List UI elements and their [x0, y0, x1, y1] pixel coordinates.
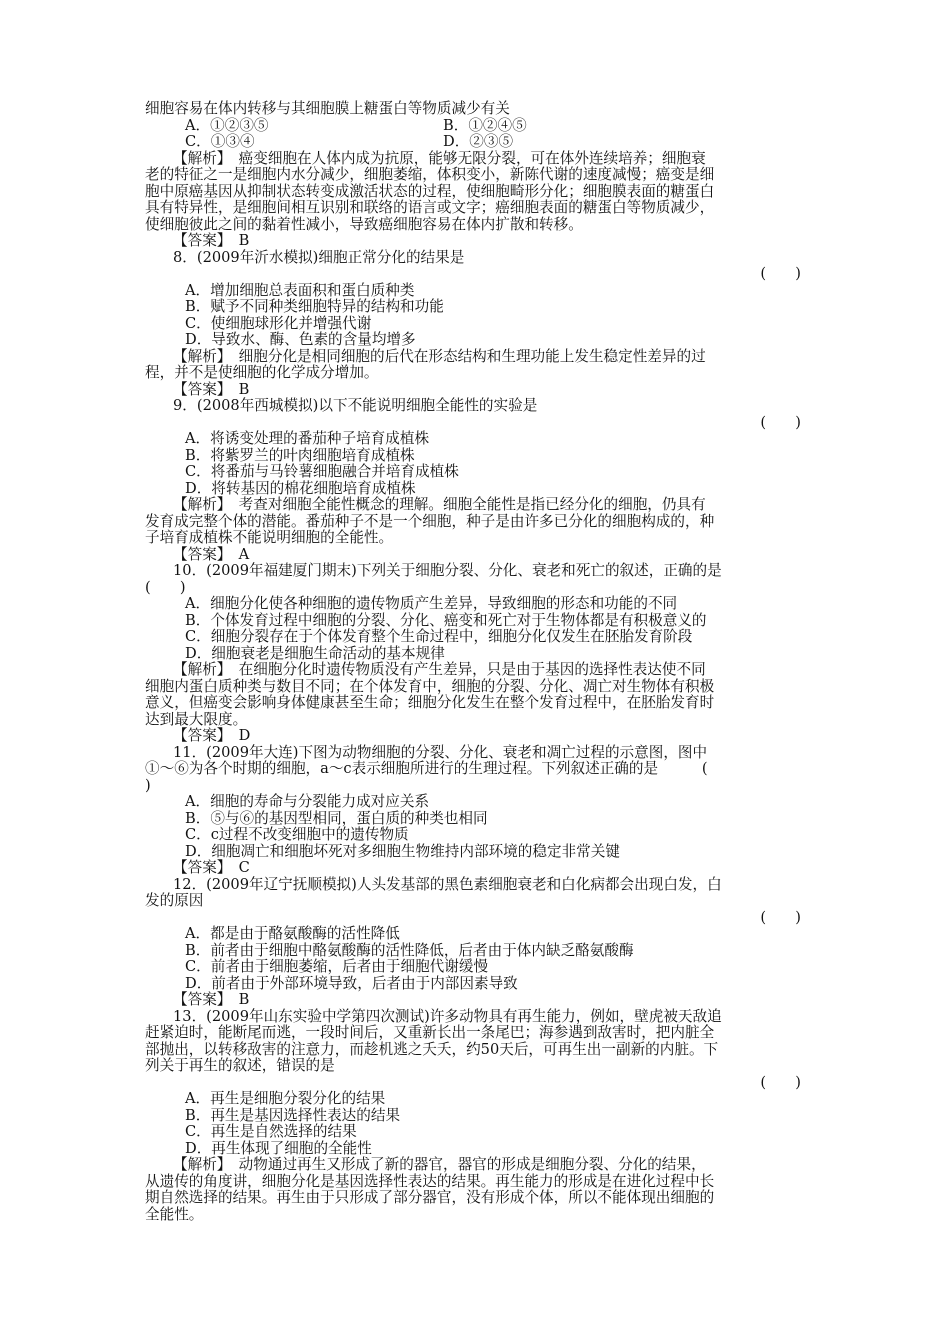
- analysis-line: 具有特异性，是细胞间相互识别和联络的语言或文字；癌细胞表面的糖蛋白等物质减少，: [145, 199, 715, 216]
- question-8: 8．(2009年沂水模拟)细胞正常分化的结果是: [173, 248, 465, 266]
- answer-blank: ( ): [760, 413, 801, 431]
- question-11: 11．(2009年大连)下图为动物细胞的分裂、分化、衰老和凋亡过程的示意图，图中: [173, 743, 708, 761]
- question-11-cont: ①～⑥为各个时期的细胞，a～c表示细胞所进行的生理过程。下列叙述正确的是 (: [145, 760, 708, 777]
- answer-blank: ( ): [760, 265, 801, 282]
- option-a: A．再生是细胞分裂分化的结果: [185, 1090, 386, 1107]
- option-b: B．⑤与⑥的基因型相同，蛋白质的种类也相同: [185, 809, 488, 827]
- option-c: C．将番茄与马铃薯细胞融合并培育成植株: [185, 463, 459, 480]
- option-c: C．使细胞球形化并增强代谢: [185, 314, 372, 332]
- answer-line: 【答案】 B: [173, 991, 250, 1008]
- question-12-cont: 发的原因: [145, 892, 204, 909]
- analysis-line: 程，并不是使细胞的化学成分增加。: [145, 364, 379, 381]
- option-d: D．导致水、酶、色素的含量均增多: [185, 331, 416, 348]
- option-d: D．再生体现了细胞的全能性: [185, 1139, 372, 1157]
- analysis-line: 【解析】 癌变细胞在人体内成为抗原，能够无限分裂，可在体外连续培养；细胞衰: [173, 149, 706, 167]
- option-b: B．赋予不同种类细胞特异的结构和功能: [185, 298, 444, 315]
- document-page: [145, 101, 805, 1223]
- option-a: A．细胞分化使各种细胞的遗传物质产生差异，导致细胞的形态和功能的不同: [185, 595, 678, 612]
- option-d: D．细胞凋亡和细胞坏死对多细胞生物维持内部环境的稳定非常关键: [185, 842, 620, 860]
- analysis-line: 期自然选择的结果。再生由于只形成了部分器官，没有形成个体，所以不能体现出细胞的: [145, 1189, 715, 1206]
- option-c: C．细胞分裂存在于个体发育整个生命过程中，细胞分化仅发生在胚胎发育阶段: [185, 628, 693, 645]
- answer-line: 【答案】 B: [173, 380, 250, 398]
- answer-line: 【答案】 D: [173, 727, 251, 744]
- answer-blank: ( ): [145, 578, 186, 596]
- question-10: 10．(2009年福建厦门期末)下列关于细胞分裂、分化、衰老和死亡的叙述，正确的是: [173, 562, 722, 579]
- option-d: D．前者由于外部环境导致，后者由于内部因素导致: [185, 974, 518, 992]
- option-a: A．细胞的寿命与分裂能力成对应关系: [185, 793, 430, 810]
- option-b: B．个体发育过程中细胞的分裂、分化、癌变和死亡对于生物体都是有积极意义的: [185, 611, 707, 629]
- question-9: 9．(2008年西城模拟)以下不能说明细胞全能性的实验是: [173, 397, 538, 414]
- analysis-line: 【解析】 在细胞分化时遗传物质没有产生差异，只是由于基因的选择性表达使不同: [173, 661, 706, 678]
- analysis-line: 老的特征之一是细胞内水分减少，细胞萎缩，体积变小，新陈代谢的速度减慢；癌变是细: [145, 166, 715, 183]
- answer-line: 【答案】 A: [173, 545, 250, 563]
- option-a: A．将诱变处理的番茄种子培育成植株: [185, 430, 430, 447]
- analysis-line: 细胞内蛋白质种类与数目不同；在个体发育中，细胞的分裂、分化、凋亡对生物体有积极: [145, 677, 715, 695]
- text-line: 细胞容易在体内转移与其细胞膜上糖蛋白等物质减少有关: [145, 100, 510, 117]
- question-13-cont: 列关于再生的叙述，错误的是: [145, 1057, 335, 1074]
- answer-blank: ( ): [760, 908, 801, 926]
- analysis-line: 意义，但癌变会影响身体健康甚至生命；细胞分化发生在整个发育过程中，在胚胎发育时: [145, 694, 715, 711]
- analysis-line: 全能性。: [145, 1205, 204, 1223]
- option-d: D．②③⑤: [443, 133, 514, 150]
- option-b: B．①②④⑤: [443, 116, 527, 134]
- analysis-line: 使细胞彼此之间的黏着性减小，导致癌细胞容易在体内扩散和转移。: [145, 215, 583, 233]
- option-row: [145, 134, 805, 151]
- answer-line: 【答案】 B: [173, 232, 250, 249]
- analysis-line: 【解析】 细胞分化是相同细胞的后代在形态结构和生理功能上发生稳定性差异的过: [173, 347, 706, 365]
- analysis-line: 从遗传的角度讲，细胞分化是基因选择性表达的结果。再生能力的形成是在进化过程中长: [145, 1172, 715, 1190]
- option-c: C．前者由于细胞萎缩，后者由于细胞代谢缓慢: [185, 958, 489, 975]
- analysis-line: 达到最大限度。: [145, 710, 248, 728]
- question-13-cont: 部抛出，以转移敌害的注意力，而趁机逃之夭夭，约50天后，可再生出一副新的内脏。下: [145, 1040, 719, 1058]
- answer-blank-close: ): [145, 776, 151, 794]
- option-a: A．都是由于酪氨酸酶的活性降低: [185, 925, 400, 942]
- option-a: A．①②③⑤: [185, 116, 269, 134]
- option-d: D．细胞衰老是细胞生命活动的基本规律: [185, 644, 445, 662]
- option-c: C．c过程不改变细胞中的遗传物质: [185, 826, 409, 843]
- option-c: C．①③④: [185, 133, 255, 150]
- option-row: [145, 118, 805, 135]
- answer-line: 【答案】 C: [173, 859, 250, 876]
- question-12: 12．(2009年辽宁抚顺模拟)人头发基部的黑色素细胞衰老和白化病都会出现白发，白: [173, 875, 722, 893]
- analysis-line: 子培育成植株不能说明细胞的全能性。: [145, 529, 394, 546]
- answer-blank: ( ): [760, 1073, 801, 1091]
- option-c: C．再生是自然选择的结果: [185, 1123, 357, 1140]
- analysis-line: 胞中原癌基因从抑制状态转变成激活状态的过程，使细胞畸形分化；细胞膜表面的糖蛋白: [145, 182, 715, 200]
- option-a: A．增加细胞总表面积和蛋白质种类: [185, 281, 415, 299]
- option-d: D．将转基因的棉花细胞培育成植株: [185, 479, 416, 497]
- option-b: B．再生是基因选择性表达的结果: [185, 1106, 401, 1124]
- analysis-line: 【解析】 考查对细胞全能性概念的理解。细胞全能性是指已经分化的细胞，仍具有: [173, 496, 706, 513]
- option-b: B．前者由于细胞中酪氨酸酶的活性降低，后者由于体内缺乏酪氨酸酶: [185, 941, 634, 959]
- question-13-cont: 赶紧迫时，能断尾而逃，一段时间后，又重新长出一条尾巴；海参遇到敌害时，把内脏全: [145, 1024, 715, 1041]
- analysis-line: 【解析】 动物通过再生又形成了新的器官，器官的形成是细胞分裂、分化的结果，: [173, 1156, 706, 1173]
- option-b: B．将紫罗兰的叶肉细胞培育成植株: [185, 446, 415, 464]
- question-13: 13．(2009年山东实验中学第四次测试)许多动物具有再生能力，例如，壁虎被天敌追: [173, 1007, 722, 1025]
- analysis-line: 发育成完整个体的潜能。番茄种子不是一个细胞，种子是由许多已分化的细胞构成的，种: [145, 512, 715, 530]
